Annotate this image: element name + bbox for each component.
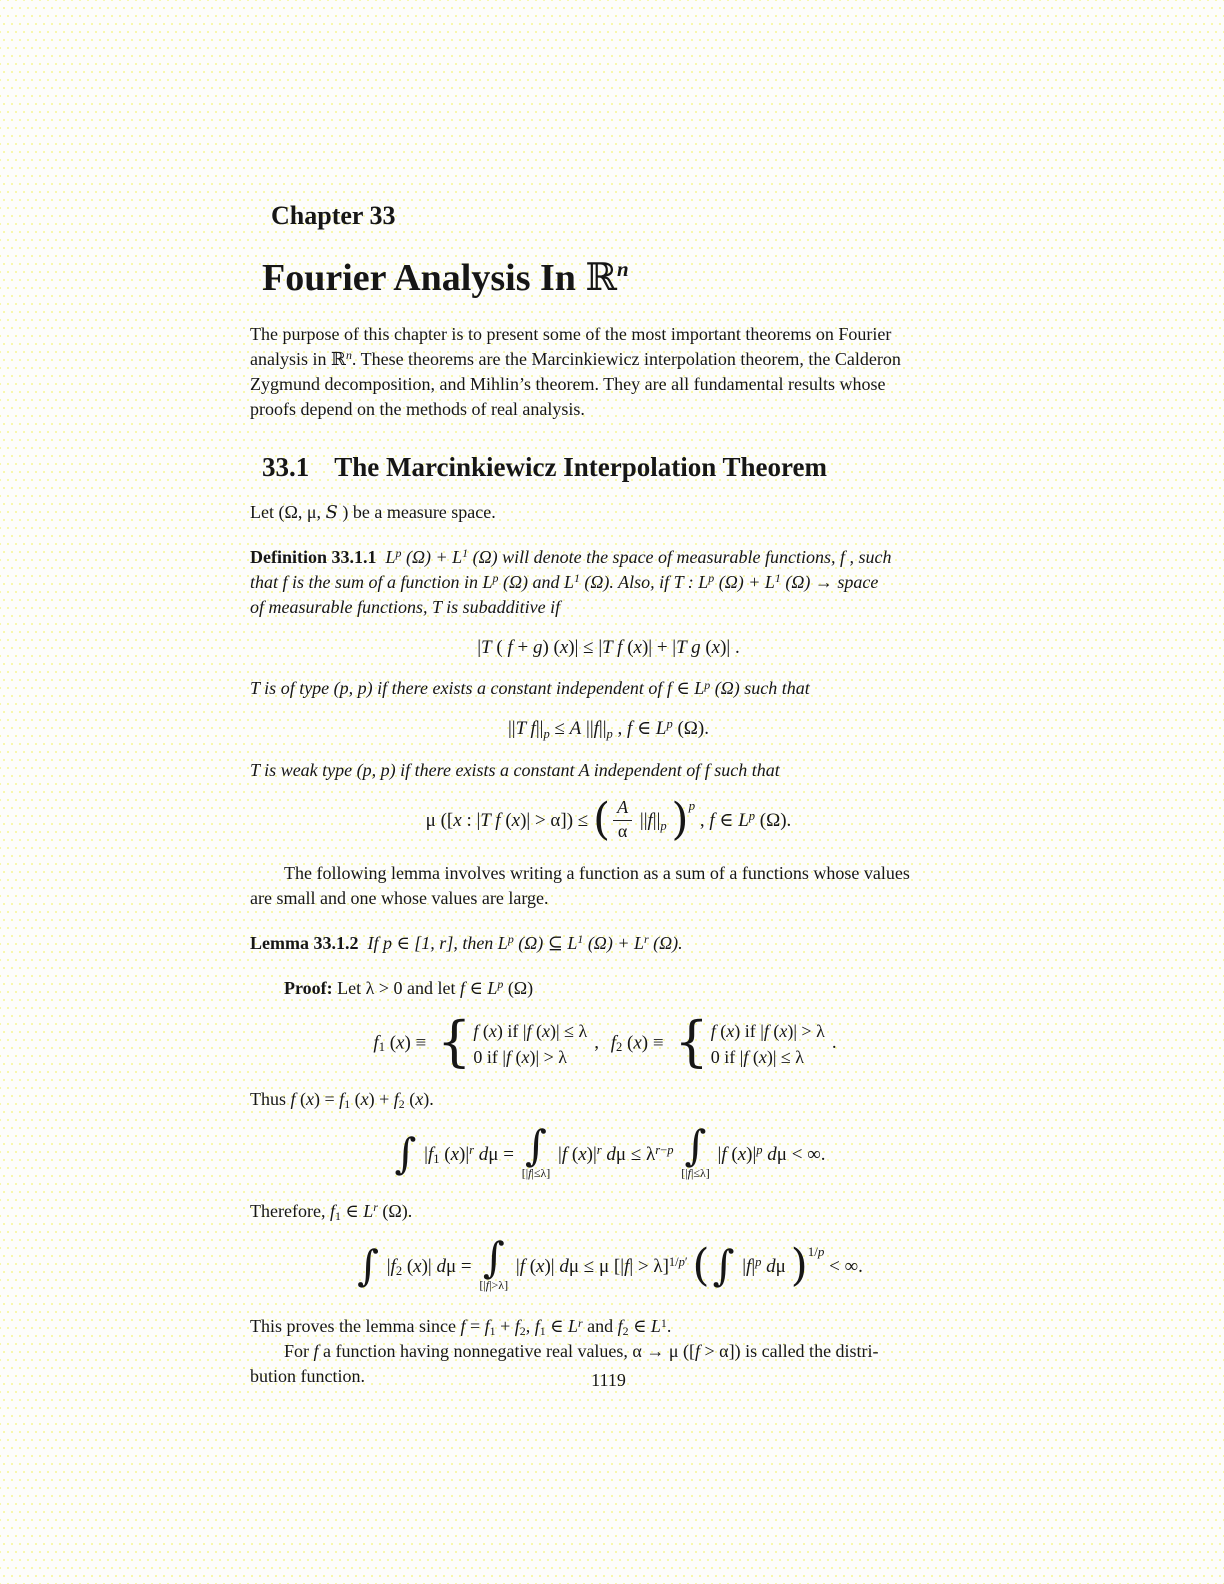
measure-space-line: Let (Ω, μ, S ) be a measure space.	[250, 501, 496, 523]
equation-subadditive: |T ( f + g) (x)| ≤ |T f (x)| + |T g (x)| .	[477, 636, 740, 658]
thus-line: Thus f $(x) = f_1$ $(x) + f_2$ (x).	[250, 1089, 434, 1112]
lemma-intro-paragraph: The following lemma involves writing a function as a sum of a functions whose values are small and one whose values are large.	[250, 862, 910, 908]
equation-type-pp: ||T $f||_p \le A$ $||f||_p$ , f ∈ $L^p$ (Ω).	[507, 717, 710, 741]
equation-cases-definition: $f_1$ (x) ≡ { f (x) if |f (x)| ≤ λ 0 if |f (x)| > λ , $f_2$ (x) ≡ { f (x) if |f (x)| > λ 0 if |f (x)| ≤ λ .	[373, 1009, 837, 1073]
equation-weak-type: μ ([x : |T f (x)| > α]) ≤ ( $\frac{A}{\alpha}$ $||f||_p$ )$^p$ , f ∈ $L^p$ (Ω).	[425, 794, 792, 846]
equation-l1-estimate: ∫ $|f_2$ (x)| dμ = ∫ [|f|>λ] |f (x)| dμ ≤ μ [|f| > λ]$^{1/p'}$ ( ∫ $|f|^p$ dμ )$^{1/p}$ < ∞.	[357, 1233, 863, 1293]
page-number: 1119	[591, 1370, 626, 1390]
chapter-title: Fourier Analysis In ℝ$^n$	[262, 255, 629, 299]
closing-paragraph: This proves the lemma since $f = f_1 + f_2$, $f_1$ ∈ $L^r$ and $f_2$ ∈ $L^1$. For f a function having nonnegative real values, α → μ ([f > α]) is called the distri- bution function.	[250, 1315, 879, 1387]
section-number: 33.1	[262, 451, 310, 482]
therefore-line: Therefore, $f_1$ ∈ $L^r$ (Ω).	[250, 1200, 413, 1224]
weak-type-line: T is weak type (p, p) if there exists a constant A independent of f such that	[250, 760, 780, 781]
section-heading	[250, 451, 967, 482]
equation-lr-estimate: ∫ $|f_1$ $(x)|^r$ dμ = ∫ [|f|≤λ] |f $(x)|^r$ $d\mu \le \lambda^{r-p}$ ∫ [|f|≤λ] |f $(x)|^p$ dμ < ∞.	[394, 1121, 826, 1181]
lemma-33-1-2: Lemma 33.1.2 If p ∈ [1, r], then $L^p$ (Ω) ⊆ $L^1$ $(\Omega) + L^r$ (Ω).	[250, 931, 683, 953]
page-content	[250, 203, 967, 1389]
definition-33-1-1: Definition 33.1.1 $L^p$ $(\Omega) + L^1$ (Ω) will denote the space of measurable functions, f , such that f is the sum of a function in $L^p$ (Ω) and $L^1$ (Ω). Also, if T : $L^p$ $(\Omega) + L^1$ (Ω) → space of measurable functions, T is subadditive if	[250, 545, 892, 617]
proof-line: Proof: Let λ > 0 and let f ∈ $L^p$ (Ω)	[284, 976, 534, 998]
intro-paragraph: The purpose of this chapter is to present some of the most important theorems on Fourier analysis in ℝ$^n$. These theorems are the Marcinkiewicz interpolation theorem, the Calderon Zygmund decomposition, and Mihlin’s theorem. They are all fundamental results whose proofs depend on the methods of real analysis.	[250, 323, 901, 419]
type-pp-line: T is of type (p, p) if there exists a constant independent of f ∈ $L^p$ (Ω) such that	[250, 677, 810, 699]
section-title: The Marcinkiewicz Interpolation Theorem	[334, 451, 827, 482]
chapter-number-heading: Chapter 33	[271, 201, 396, 230]
